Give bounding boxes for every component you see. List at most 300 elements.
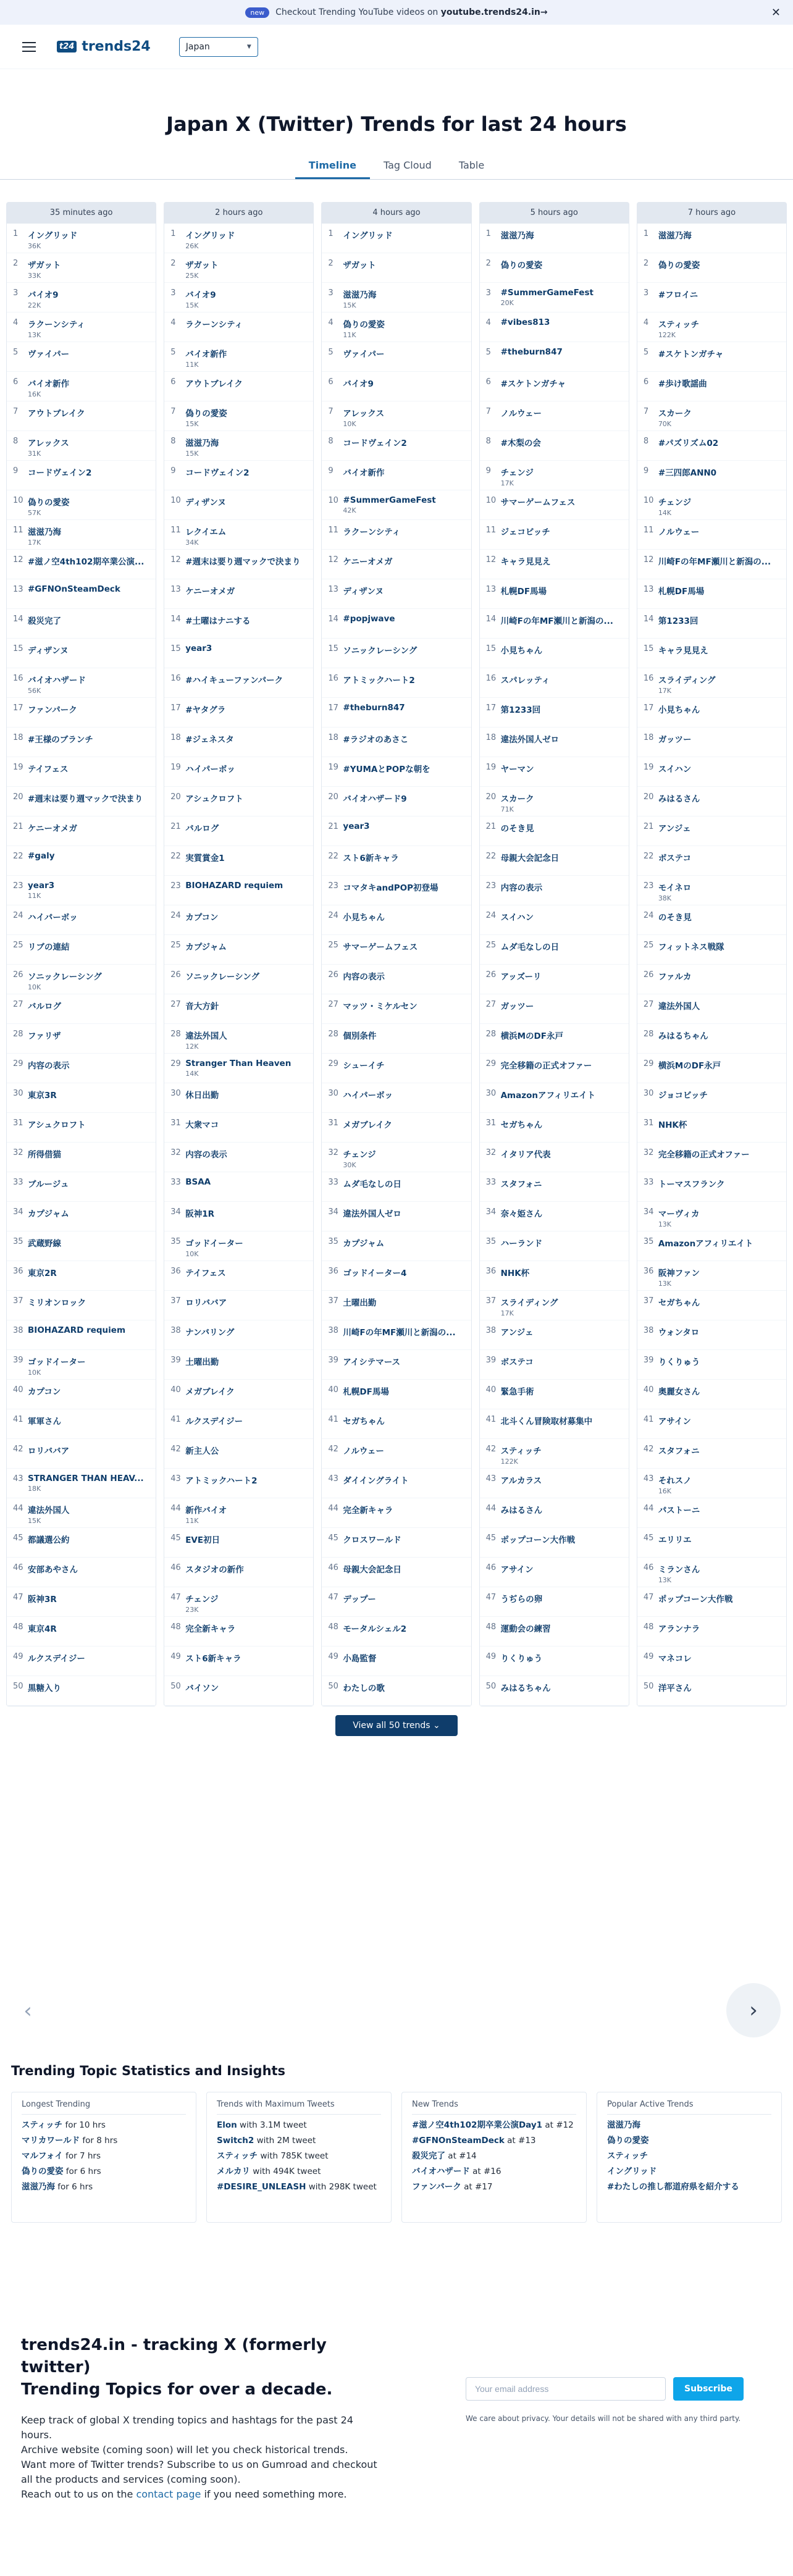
trend-name[interactable]: アンジェ — [658, 824, 691, 834]
trend-item[interactable] — [7, 1320, 156, 1350]
trend-name[interactable]: バルログ — [185, 824, 219, 834]
trend-item[interactable] — [480, 1350, 629, 1380]
trend-name[interactable]: 奥麗女さん — [658, 1387, 700, 1397]
trend-item[interactable] — [637, 728, 786, 757]
trend-name[interactable]: 洋平さん — [658, 1684, 692, 1693]
trend-item[interactable] — [7, 1617, 156, 1647]
trend-name[interactable]: スティッチ — [658, 320, 699, 330]
stat-trend-link[interactable]: スティッチ — [607, 2151, 648, 2161]
trend-name[interactable]: アトミックハート2 — [185, 1476, 258, 1486]
trend-item[interactable] — [7, 1647, 156, 1676]
trend-item[interactable] — [322, 520, 471, 550]
trend-item[interactable] — [637, 550, 786, 579]
trend-item[interactable] — [7, 253, 156, 283]
trend-name[interactable]: 内容の表示 — [185, 1150, 227, 1160]
trend-item[interactable] — [480, 1498, 629, 1528]
trend-item[interactable] — [322, 1380, 471, 1409]
trend-item[interactable] — [480, 1202, 629, 1231]
trend-item[interactable] — [164, 668, 313, 698]
trend-item[interactable] — [164, 876, 313, 905]
trend-item[interactable] — [637, 1558, 786, 1587]
trend-name[interactable]: 音大方針 — [185, 1002, 219, 1012]
trend-name[interactable]: ミランさん — [658, 1565, 700, 1575]
trend-name[interactable]: 北斗くん冒険取材募集中 — [500, 1417, 593, 1427]
trend-item[interactable] — [164, 372, 313, 401]
trend-name[interactable]: パストーニ — [658, 1506, 700, 1516]
banner-link[interactable]: youtube.trends24.in→ — [440, 7, 548, 17]
trend-name[interactable]: 黒糖入り — [28, 1684, 61, 1693]
trend-item[interactable] — [480, 1380, 629, 1409]
trend-item[interactable] — [322, 994, 471, 1024]
trend-item[interactable] — [637, 1647, 786, 1676]
trend-name[interactable]: 所得借猫 — [28, 1150, 61, 1160]
trend-item[interactable] — [164, 1202, 313, 1231]
trend-name[interactable]: ザガット — [28, 261, 61, 271]
trend-name[interactable]: チェンジ — [185, 1595, 219, 1605]
trend-item[interactable] — [637, 994, 786, 1024]
trend-item[interactable] — [164, 787, 313, 816]
trend-item[interactable] — [7, 283, 156, 313]
trend-item[interactable] — [637, 668, 786, 698]
view-all-button[interactable]: View all 50 trends ⌄ — [335, 1715, 458, 1736]
trend-name[interactable]: バイオ新作 — [343, 468, 385, 478]
trend-item[interactable] — [7, 1558, 156, 1587]
trend-item[interactable] — [637, 698, 786, 728]
trend-item[interactable] — [637, 372, 786, 401]
trend-name[interactable]: 完全移籍の正式オファー — [658, 1150, 750, 1160]
trend-name[interactable]: イングリッド — [343, 231, 393, 241]
trend-item[interactable] — [322, 1024, 471, 1054]
trend-name[interactable]: カプジャム — [343, 1239, 385, 1249]
trend-item[interactable] — [322, 253, 471, 283]
trend-name[interactable]: スカーク — [658, 409, 692, 419]
trend-item[interactable] — [322, 1409, 471, 1439]
trend-name[interactable]: モータルシェル2 — [343, 1624, 407, 1634]
trend-item[interactable] — [322, 1498, 471, 1528]
trend-name[interactable]: バイソン — [185, 1684, 219, 1693]
trend-item[interactable] — [164, 1320, 313, 1350]
trend-item[interactable] — [164, 846, 313, 876]
trend-item[interactable] — [164, 342, 313, 372]
trend-item[interactable] — [322, 1676, 471, 1706]
trend-name[interactable]: ムダ毛なしの日 — [500, 942, 560, 952]
trend-name[interactable]: NHK杯 — [658, 1120, 687, 1130]
trend-item[interactable] — [637, 1261, 786, 1291]
trend-name[interactable]: #ハイキューファンパーク — [185, 676, 283, 686]
trend-item[interactable] — [7, 1676, 156, 1706]
trend-item[interactable] — [164, 1647, 313, 1676]
trend-item[interactable] — [164, 1024, 313, 1054]
trend-name[interactable]: ダイイングライト — [343, 1476, 409, 1486]
trend-item[interactable] — [164, 1350, 313, 1380]
trend-item[interactable] — [322, 1172, 471, 1202]
trend-name[interactable]: のそき見 — [658, 913, 692, 923]
trend-item[interactable] — [164, 639, 313, 668]
trend-item[interactable] — [480, 668, 629, 698]
trend-name[interactable]: 小見ちゃん — [500, 646, 543, 656]
trend-item[interactable] — [322, 698, 471, 728]
trend-item[interactable] — [637, 283, 786, 313]
trend-item[interactable] — [164, 1380, 313, 1409]
stat-trend-link[interactable]: 滋滋乃海 — [607, 2120, 640, 2130]
trend-name[interactable]: コマタキandPOP初登場 — [343, 883, 438, 893]
stat-trend-link[interactable]: 滋滋乃海 — [22, 2182, 55, 2192]
trend-item[interactable] — [322, 1558, 471, 1587]
stat-trend-link[interactable]: Switch2 — [217, 2136, 254, 2146]
trend-name[interactable]: セガちゃん — [500, 1120, 543, 1130]
trend-name[interactable]: ルクスデイジー — [28, 1654, 85, 1664]
trend-name[interactable]: ナンバリング — [185, 1328, 235, 1338]
trend-name[interactable]: スティッチ — [500, 1446, 542, 1456]
trend-item[interactable] — [637, 609, 786, 639]
trend-name[interactable]: スライディング — [500, 1298, 558, 1308]
trend-name[interactable]: アランナラ — [658, 1624, 700, 1634]
trend-name[interactable]: #GFNOnSteamDeck — [28, 584, 120, 594]
trend-name[interactable]: ハイパーボッ — [343, 1091, 393, 1101]
trend-item[interactable] — [637, 935, 786, 965]
trend-item[interactable] — [7, 1261, 156, 1291]
trend-name[interactable]: 阪神3R — [28, 1595, 57, 1605]
trend-name[interactable]: みはるさん — [500, 1506, 543, 1516]
trend-name[interactable]: リブの連結 — [28, 942, 70, 952]
trend-item[interactable] — [322, 846, 471, 876]
trend-name[interactable]: スト6新キャラ — [343, 854, 399, 863]
trend-name[interactable]: #SummerGameFest — [500, 288, 594, 298]
trend-item[interactable] — [164, 313, 313, 342]
trend-item[interactable] — [164, 1143, 313, 1172]
trend-name[interactable]: バイオ新作 — [28, 379, 70, 389]
trend-name[interactable]: ラクーンシティ — [28, 320, 85, 330]
trend-name[interactable]: スタフォニ — [500, 1180, 542, 1189]
trend-item[interactable] — [164, 1558, 313, 1587]
stat-trend-link[interactable]: イングリッド — [607, 2167, 657, 2176]
trend-name[interactable]: ロリババア — [185, 1298, 227, 1308]
trend-item[interactable] — [637, 313, 786, 342]
trend-item[interactable] — [322, 1054, 471, 1083]
trend-name[interactable]: 川崎Fの年MF瀬川と新潟の... — [500, 616, 613, 626]
trend-name[interactable]: アレックス — [343, 409, 385, 419]
trend-item[interactable] — [164, 224, 313, 253]
trend-item[interactable] — [480, 1409, 629, 1439]
trend-item[interactable] — [322, 1439, 471, 1469]
trend-item[interactable] — [164, 1409, 313, 1439]
trend-item[interactable] — [7, 579, 156, 609]
trend-name[interactable]: イングリッド — [185, 231, 235, 241]
trend-name[interactable]: #パズリズム02 — [658, 438, 719, 448]
trend-name[interactable]: イングリッド — [28, 231, 78, 241]
trend-item[interactable] — [637, 1054, 786, 1083]
trend-name[interactable]: マネコレ — [658, 1654, 692, 1664]
trend-name[interactable]: バイオ9 — [343, 379, 374, 389]
trend-name[interactable]: 川崎Fの年MF瀬川と新潟の... — [343, 1328, 456, 1338]
trend-item[interactable] — [322, 1528, 471, 1558]
trend-item[interactable] — [637, 1528, 786, 1558]
trend-name[interactable]: ブルージュ — [28, 1180, 69, 1189]
trend-item[interactable] — [637, 1231, 786, 1261]
trend-name[interactable]: スイハン — [658, 765, 692, 774]
stat-trend-link[interactable]: スティッチ — [217, 2151, 258, 2161]
trend-name[interactable]: ケニーオメガ — [185, 587, 235, 597]
trend-name[interactable]: Amazonアフィリエイト — [658, 1239, 753, 1249]
trend-name[interactable]: アンジェ — [500, 1328, 534, 1338]
trend-name[interactable]: カプジャム — [28, 1209, 69, 1219]
trend-name[interactable]: みはるちゃん — [500, 1684, 551, 1693]
trend-name[interactable]: 新作バイオ — [185, 1506, 227, 1516]
trend-item[interactable] — [480, 846, 629, 876]
trend-name[interactable]: #ジェネスタ — [185, 735, 234, 745]
trend-item[interactable] — [480, 1617, 629, 1647]
trend-name[interactable]: ウォンタロ — [658, 1328, 700, 1338]
trend-item[interactable] — [7, 816, 156, 846]
trend-name[interactable]: 土曜出勤 — [343, 1298, 377, 1308]
trend-name[interactable]: シューイチ — [343, 1061, 385, 1071]
trend-item[interactable] — [164, 757, 313, 787]
trend-item[interactable] — [7, 490, 156, 520]
trend-name[interactable]: 都議選公約 — [28, 1535, 70, 1545]
trend-name[interactable]: ハイパーボッ — [28, 913, 78, 923]
trend-item[interactable] — [637, 1202, 786, 1231]
trend-item[interactable] — [637, 253, 786, 283]
trend-name[interactable]: トーマスフランク — [658, 1180, 725, 1189]
trend-name[interactable]: #木梨の会 — [500, 438, 541, 448]
trend-name[interactable]: 内容の表示 — [500, 883, 543, 893]
trend-name[interactable]: ゴッドイーター — [28, 1357, 86, 1367]
trend-item[interactable] — [322, 639, 471, 668]
trend-name[interactable]: 横浜MのDF永戸 — [658, 1061, 721, 1071]
trend-name[interactable]: ヴァイパー — [343, 350, 385, 359]
trend-item[interactable] — [164, 1113, 313, 1143]
trend-name[interactable]: ルクスデイジー — [185, 1417, 243, 1427]
trend-name[interactable]: 母親大会記念日 — [343, 1565, 401, 1575]
trend-name[interactable]: 東京2R — [28, 1269, 57, 1278]
trend-name[interactable]: メガブレイク — [343, 1120, 392, 1130]
trend-item[interactable] — [164, 994, 313, 1024]
trend-item[interactable] — [637, 1350, 786, 1380]
trend-item[interactable] — [322, 283, 471, 313]
trend-name[interactable]: スカーク — [500, 794, 534, 804]
trend-item[interactable] — [637, 1439, 786, 1469]
trend-item[interactable] — [480, 431, 629, 461]
logo-icon[interactable]: t24 — [57, 41, 77, 52]
trend-item[interactable] — [637, 1024, 786, 1054]
trend-item[interactable] — [322, 609, 471, 639]
trend-name[interactable]: アルカラス — [500, 1476, 542, 1486]
close-icon[interactable]: ✕ — [771, 6, 781, 19]
trend-name[interactable]: STRANGER THAN HEAV... — [28, 1474, 144, 1483]
trend-item[interactable] — [322, 1143, 471, 1172]
trend-item[interactable] — [637, 1587, 786, 1617]
trend-name[interactable]: りくりゅう — [500, 1654, 543, 1664]
trend-name[interactable]: 完全移籍の正式オファー — [500, 1061, 592, 1071]
trend-name[interactable]: 武蔵野線 — [28, 1239, 61, 1249]
trend-name[interactable]: #土曜はナニする — [185, 616, 251, 626]
trend-name[interactable]: デップー — [343, 1595, 376, 1605]
stat-trend-link[interactable]: 殺災完了 — [412, 2151, 445, 2161]
trend-item[interactable] — [164, 1083, 313, 1113]
trend-name[interactable]: みはるさん — [658, 794, 700, 804]
trend-name[interactable]: のそき見 — [500, 824, 534, 834]
trend-item[interactable] — [7, 1587, 156, 1617]
trend-item[interactable] — [322, 668, 471, 698]
trend-name[interactable]: ガッツー — [500, 1002, 534, 1012]
stat-trend-link[interactable]: メルカリ — [217, 2167, 250, 2176]
trend-name[interactable]: 札幌DF馬場 — [500, 587, 547, 597]
trend-name[interactable]: アサイン — [500, 1565, 534, 1575]
trend-item[interactable] — [322, 224, 471, 253]
trend-name[interactable]: #ヤタグラ — [185, 705, 226, 715]
trend-item[interactable] — [322, 965, 471, 994]
trend-item[interactable] — [480, 965, 629, 994]
trend-name[interactable]: ラクーンシティ — [343, 527, 401, 537]
trend-item[interactable] — [637, 1113, 786, 1143]
trend-item[interactable] — [7, 1113, 156, 1143]
trend-item[interactable] — [7, 1439, 156, 1469]
trend-item[interactable] — [164, 1291, 313, 1320]
trend-name[interactable]: NHK杯 — [500, 1269, 530, 1278]
trend-name[interactable]: #vibes813 — [500, 317, 550, 327]
trend-item[interactable] — [480, 253, 629, 283]
trend-name[interactable]: キャラ見見え — [500, 557, 551, 567]
trend-item[interactable] — [7, 1469, 156, 1498]
trend-item[interactable] — [164, 1261, 313, 1291]
trend-name[interactable]: マッツ・ミケルセン — [343, 1002, 417, 1012]
trend-name[interactable]: #三四郎ANN0 — [658, 468, 717, 478]
trend-item[interactable] — [7, 1528, 156, 1558]
trend-item[interactable] — [480, 1172, 629, 1202]
trend-item[interactable] — [637, 1409, 786, 1439]
trend-name[interactable]: 違法外国人ゼロ — [500, 735, 560, 745]
trend-item[interactable] — [480, 1261, 629, 1291]
trend-item[interactable] — [480, 1143, 629, 1172]
trend-item[interactable] — [480, 490, 629, 520]
trend-item[interactable] — [7, 668, 156, 698]
trend-item[interactable] — [322, 1617, 471, 1647]
trend-name[interactable]: 東京3R — [28, 1091, 57, 1101]
trend-item[interactable] — [637, 520, 786, 550]
trend-item[interactable] — [480, 876, 629, 905]
trend-name[interactable]: スライディング — [658, 676, 716, 686]
trend-name[interactable]: ザガット — [343, 261, 376, 271]
trend-name[interactable]: ヤーマン — [500, 765, 534, 774]
trend-item[interactable] — [164, 283, 313, 313]
trend-item[interactable] — [7, 1143, 156, 1172]
trend-name[interactable]: それスノ — [658, 1476, 692, 1486]
trend-name[interactable]: スト6新キャラ — [185, 1654, 241, 1664]
stat-trend-link[interactable]: スティッチ — [22, 2120, 63, 2130]
contact-link[interactable]: contact page — [136, 2488, 201, 2500]
trend-name[interactable]: BIOHAZARD requiem — [28, 1325, 126, 1335]
trend-item[interactable] — [480, 283, 629, 313]
trend-name[interactable]: カプジャム — [185, 942, 227, 952]
trend-name[interactable]: 偽りの愛姿 — [28, 498, 70, 508]
trend-item[interactable] — [7, 994, 156, 1024]
trend-name[interactable]: 大衆マコ — [185, 1120, 219, 1130]
trend-name[interactable]: ソニックレーシング — [343, 646, 417, 656]
trend-item[interactable] — [7, 787, 156, 816]
trend-name[interactable]: わたしの歌 — [343, 1684, 385, 1693]
trend-name[interactable]: ポップコーン大作戦 — [658, 1595, 733, 1605]
trend-name[interactable]: 小見ちゃん — [658, 705, 700, 715]
trend-item[interactable] — [322, 905, 471, 935]
trend-item[interactable] — [164, 550, 313, 579]
trend-item[interactable] — [322, 787, 471, 816]
trend-item[interactable] — [637, 1617, 786, 1647]
trend-item[interactable] — [7, 639, 156, 668]
trend-name[interactable]: ラクーンシティ — [185, 320, 243, 330]
trend-item[interactable] — [164, 1172, 313, 1202]
trend-item[interactable] — [164, 1231, 313, 1261]
trend-name[interactable]: BIOHAZARD requiem — [185, 881, 283, 891]
trend-name[interactable]: #popjwave — [343, 614, 395, 624]
trend-item[interactable] — [164, 965, 313, 994]
trend-name[interactable]: 完全新キャラ — [185, 1624, 236, 1634]
trend-name[interactable]: ケニーオメガ — [343, 557, 393, 567]
trend-item[interactable] — [164, 401, 313, 431]
trend-name[interactable]: バルログ — [28, 1002, 61, 1012]
trend-name[interactable]: 第1233回 — [500, 705, 541, 715]
trend-name[interactable]: 母親大会記念日 — [500, 854, 560, 863]
stat-trend-link[interactable]: 偽りの愛姿 — [22, 2167, 64, 2176]
trend-item[interactable] — [480, 639, 629, 668]
trend-item[interactable] — [164, 816, 313, 846]
trend-name[interactable]: 滋滋乃海 — [343, 290, 377, 300]
trend-item[interactable] — [322, 1469, 471, 1498]
trend-item[interactable] — [7, 1202, 156, 1231]
trend-item[interactable] — [637, 1469, 786, 1498]
trend-name[interactable]: ムダ毛なしの日 — [343, 1180, 401, 1189]
trend-name[interactable]: #週末は要り週マックで決まり — [185, 557, 301, 567]
trend-name[interactable]: 滋滋乃海 — [185, 438, 219, 448]
trend-name[interactable]: 個別条件 — [343, 1031, 377, 1041]
trend-item[interactable] — [480, 401, 629, 431]
trend-name[interactable]: 新主人公 — [185, 1446, 219, 1456]
trend-item[interactable] — [322, 876, 471, 905]
trend-item[interactable] — [480, 1054, 629, 1083]
trend-item[interactable] — [637, 401, 786, 431]
trend-item[interactable] — [164, 698, 313, 728]
trend-name[interactable]: アトミックハート2 — [343, 676, 415, 686]
trend-item[interactable] — [164, 935, 313, 965]
trend-name[interactable]: 実質賞金1 — [185, 854, 225, 863]
trend-item[interactable] — [7, 757, 156, 787]
trend-item[interactable] — [637, 461, 786, 490]
trend-name[interactable]: ケニーオメガ — [28, 824, 78, 834]
trend-item[interactable] — [322, 1202, 471, 1231]
trend-name[interactable]: #galy — [28, 851, 55, 861]
tab-tag-cloud[interactable]: Tag Cloud — [383, 159, 432, 171]
trend-name[interactable]: year3 — [185, 644, 212, 653]
trend-item[interactable] — [7, 224, 156, 253]
trend-item[interactable] — [164, 461, 313, 490]
trend-item[interactable] — [322, 431, 471, 461]
stat-trend-link[interactable]: 偽りの愛姿 — [607, 2136, 649, 2146]
trend-item[interactable] — [480, 1083, 629, 1113]
trend-name[interactable]: バイオハザード9 — [343, 794, 407, 804]
trend-item[interactable] — [322, 1113, 471, 1143]
trend-item[interactable] — [480, 1320, 629, 1350]
trend-name[interactable]: カプコン — [185, 913, 219, 923]
trend-name[interactable]: ゴッドイーター — [185, 1239, 243, 1249]
trend-name[interactable]: 東京4R — [28, 1624, 57, 1634]
trend-item[interactable] — [164, 520, 313, 550]
trend-name[interactable]: ポップコーン大作戦 — [500, 1535, 576, 1545]
trend-item[interactable] — [322, 1291, 471, 1320]
trend-item[interactable] — [322, 1350, 471, 1380]
trend-name[interactable]: ハーランド — [500, 1239, 543, 1249]
trend-item[interactable] — [7, 461, 156, 490]
trend-item[interactable] — [637, 431, 786, 461]
trend-item[interactable] — [480, 935, 629, 965]
